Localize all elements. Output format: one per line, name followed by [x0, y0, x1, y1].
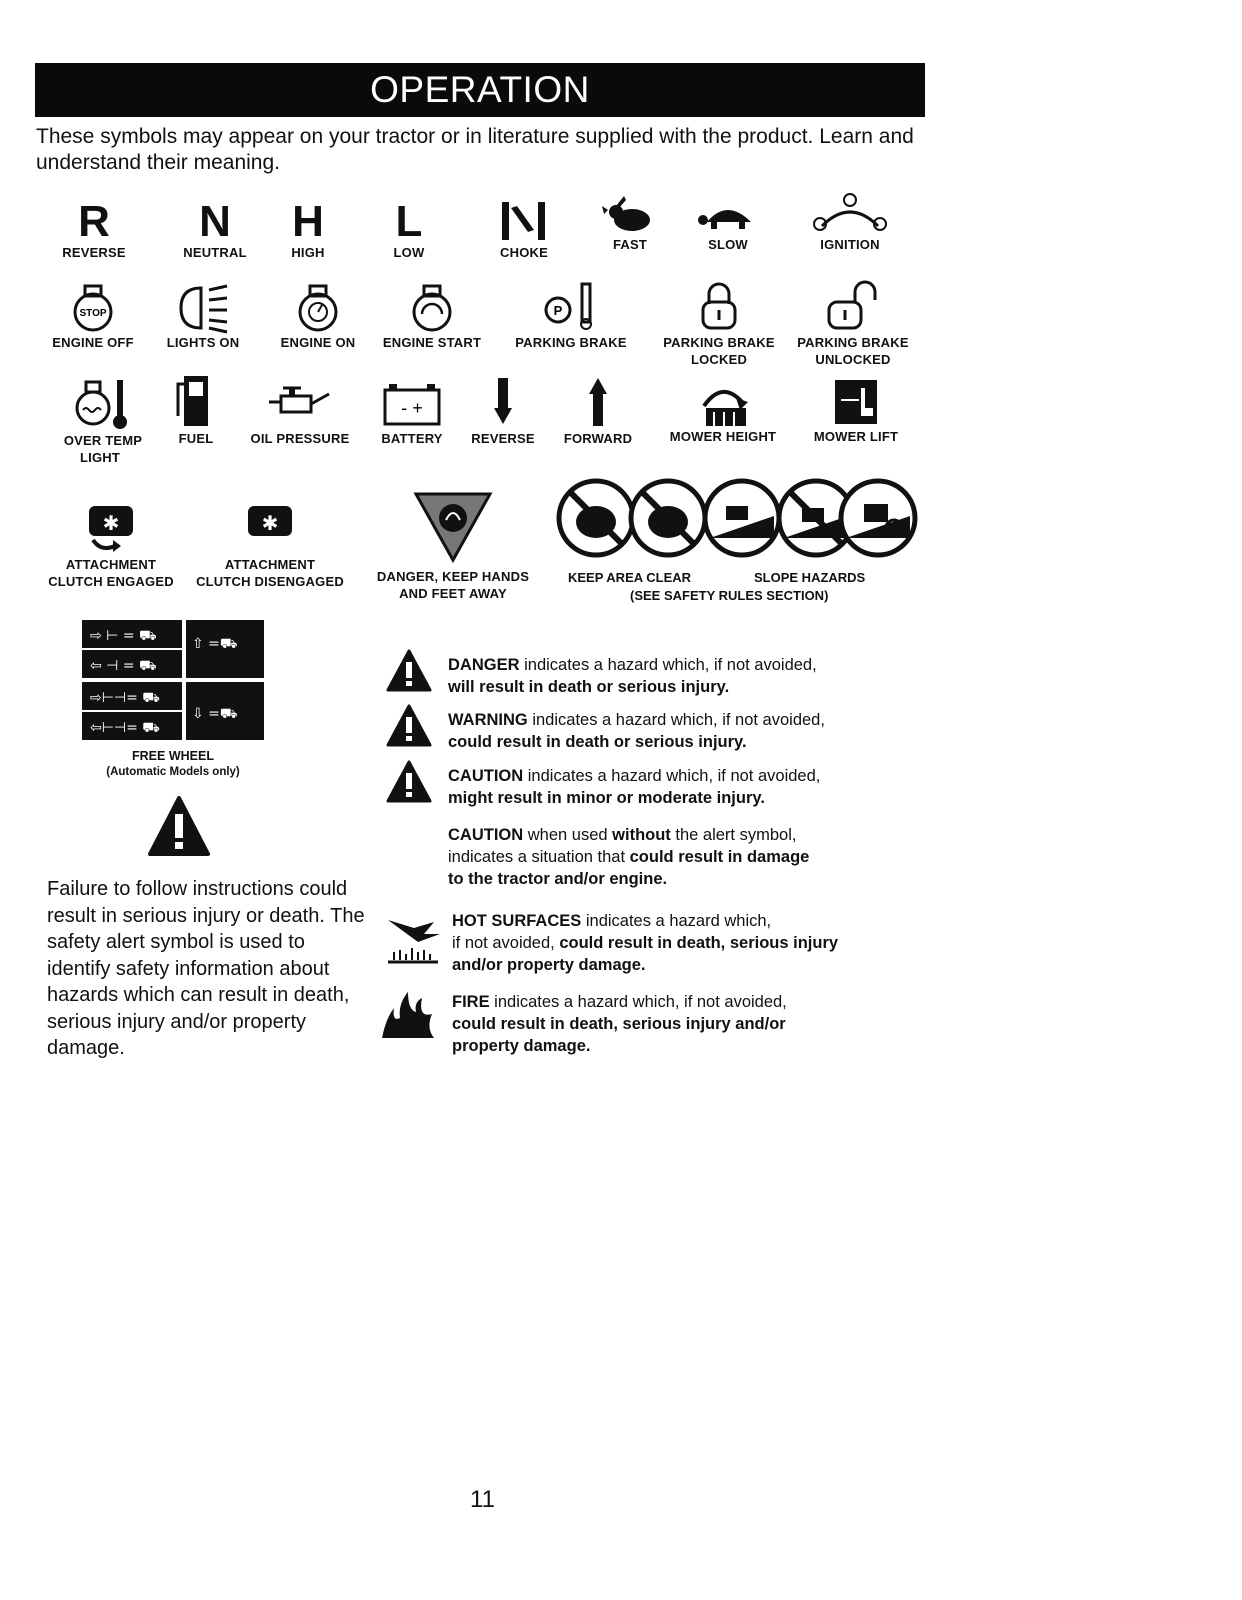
symbol-mower-lift — [808, 376, 904, 445]
symbol-label: IGNITION — [820, 237, 880, 252]
symbol-forward — [558, 374, 638, 447]
page-header: OPERATION — [35, 63, 925, 117]
low-glyph: L — [395, 197, 423, 246]
symbol-battery — [376, 380, 448, 447]
caution-alert-icon — [386, 759, 432, 805]
hot-word: HOT SURFACES — [452, 912, 582, 930]
symbol-lights-on — [160, 282, 246, 351]
svg-text:✱: ✱ — [102, 511, 120, 535]
reverse-glyph: R — [78, 197, 110, 246]
prohibition-signs — [554, 476, 920, 562]
caution2-without: without — [612, 826, 671, 844]
lock-closed-icon — [697, 280, 741, 334]
symbol-label: MOWER LIFT — [813, 429, 899, 444]
caution2-word: CAUTION — [448, 826, 524, 844]
symbol-label: ENGINE ON — [280, 335, 356, 350]
fire-bold: could result in death, serious injury and/or — [452, 1015, 786, 1033]
symbol-clutch-disengaged — [188, 500, 352, 590]
symbol-slow — [692, 196, 764, 253]
page-number: 11 — [470, 1486, 495, 1513]
symbol-label-2: AND FEET AWAY — [399, 586, 507, 601]
engine-start-icon — [407, 282, 457, 334]
symbol-oil-pressure — [244, 380, 356, 447]
ignition-icon — [808, 190, 892, 236]
hot-surfaces-notice — [452, 910, 912, 976]
warning-text: indicates a hazard which, if not avoided, — [527, 711, 825, 729]
failure-text: Failure to follow instructions could result in serious injury or death. The safety alert symbol is used to identify safety information about hazards which can result in death, serious injury and/or property damage. — [47, 878, 365, 1059]
symbol-label: ENGINE OFF — [52, 335, 134, 350]
fire-word: FIRE — [452, 993, 490, 1011]
stop-text: STOP — [79, 308, 107, 319]
svg-text:⇦ ⊣ = ⛟: ⇦ ⊣ = ⛟ — [90, 658, 157, 674]
free-wheel-graphic — [80, 618, 266, 744]
safety-rules-note: (SEE SAFETY RULES SECTION) — [630, 588, 829, 603]
symbol-danger-keep-hands-away — [368, 488, 538, 602]
caution2-bold: could result in damage — [629, 848, 810, 866]
hot-text-2: if not avoided, — [452, 934, 560, 952]
caution-text: indicates a hazard which, if not avoided, — [523, 767, 821, 785]
symbol-parking-brake — [508, 280, 634, 351]
symbol-label: HIGH — [291, 245, 325, 260]
danger-notice — [448, 654, 908, 698]
headlight-icon — [173, 282, 233, 334]
symbol-label: ATTACHMENT — [224, 557, 316, 572]
caution-word: CAUTION — [448, 767, 524, 785]
svg-text:⇨ ⊢ = ⛟: ⇨ ⊢ = ⛟ — [90, 628, 157, 644]
caution2-text: when used — [523, 826, 613, 844]
p-text: P — [553, 303, 563, 318]
symbol-reverse — [58, 197, 130, 261]
danger-bold: will result in death or serious injury. — [448, 678, 730, 696]
caution-bold: might result in minor or moderate injury. — [448, 789, 765, 807]
symbol-label: REVERSE — [471, 431, 535, 446]
svg-text:⇩ =⛟: ⇩ =⛟ — [192, 706, 238, 722]
symbol-fuel — [166, 372, 226, 447]
hot-bold-2: and/or property damage. — [452, 956, 646, 974]
symbol-clutch-engaged — [40, 500, 182, 590]
hot-bold: could result in death, serious injury — [559, 934, 839, 952]
symbol-label: PARKING BRAKE — [797, 335, 909, 350]
fire-icon — [378, 988, 438, 1042]
svg-text:✱: ✱ — [261, 511, 279, 535]
reverse-arrow-icon — [488, 374, 518, 430]
keep-area-clear-label: KEEP AREA CLEAR — [568, 570, 692, 585]
hot-surface-icon — [384, 912, 444, 970]
symbol-reverse-direction — [466, 374, 540, 447]
forward-arrow-icon — [583, 374, 613, 430]
symbol-fast — [600, 196, 660, 253]
symbol-label: MOWER HEIGHT — [669, 429, 777, 444]
slope-hazard-icon-3 — [841, 481, 915, 555]
rabbit-icon — [602, 196, 658, 236]
symbol-label-2: LOCKED — [690, 352, 748, 367]
warning-bold: could result in death or serious injury. — [448, 733, 747, 751]
symbol-label: ATTACHMENT — [65, 557, 157, 572]
symbol-label: LOW — [393, 245, 425, 260]
danger-text: indicates a hazard which, if not avoided, — [519, 656, 817, 674]
symbol-high — [283, 197, 333, 261]
symbol-label: LIGHTS ON — [166, 335, 240, 350]
symbol-label: OVER TEMP — [63, 433, 143, 448]
safety-alert-icon — [148, 796, 210, 858]
symbol-label: CHOKE — [500, 245, 548, 260]
free-wheel-note: (Automatic Models only) — [106, 766, 240, 778]
symbol-ignition — [808, 190, 892, 253]
symbol-label-2: UNLOCKED — [815, 352, 891, 367]
caution2-text-3: indicates a situation that — [448, 848, 630, 866]
symbol-neutral — [176, 197, 254, 261]
symbol-label-2: CLUTCH ENGAGED — [48, 574, 174, 589]
symbol-engine-off — [46, 282, 140, 351]
symbol-label: OIL PRESSURE — [250, 431, 350, 446]
caution-notice — [448, 765, 908, 809]
symbol-label: PARKING BRAKE — [515, 335, 627, 350]
symbol-label: DANGER, KEEP HANDS — [376, 569, 530, 584]
choke-icon — [496, 198, 552, 244]
fire-bold-2: property damage. — [452, 1037, 591, 1055]
symbol-label-2: CLUTCH DISENGAGED — [196, 574, 344, 589]
svg-text:⇦⊢⊣= ⛟: ⇦⊢⊣= ⛟ — [90, 720, 160, 736]
parking-brake-icon — [536, 280, 606, 334]
mower-lift-icon — [831, 376, 881, 428]
svg-text:⇨⊢⊣= ⛟: ⇨⊢⊣= ⛟ — [90, 690, 160, 706]
warning-alert-icon — [386, 703, 432, 749]
symbol-label-2: LIGHT — [80, 450, 120, 465]
symbol-label: REVERSE — [62, 245, 126, 260]
hot-text: indicates a hazard which, — [581, 912, 772, 930]
keep-area-clear-icon-1 — [559, 481, 633, 555]
slope-hazard-icon-1 — [705, 481, 779, 555]
symbol-label: FAST — [612, 237, 648, 252]
fire-text: indicates a hazard which, if not avoided, — [489, 993, 787, 1011]
thermometer-icon — [73, 376, 133, 432]
warning-notice — [448, 709, 908, 753]
symbol-engine-on — [276, 282, 360, 351]
symbol-label: SLOW — [708, 237, 748, 252]
keep-area-clear-icon-2 — [631, 481, 705, 555]
danger-word: DANGER — [448, 656, 520, 674]
caution-no-symbol-notice — [448, 824, 908, 890]
svg-text:⇧ =⛟: ⇧ =⛟ — [192, 636, 238, 652]
danger-alert-icon — [386, 648, 432, 694]
clutch-engaged-icon — [81, 500, 141, 556]
symbol-low — [385, 197, 433, 261]
high-glyph: H — [292, 197, 324, 246]
slope-hazards-label: SLOPE HAZARDS — [754, 570, 866, 585]
caution2-bold-2: to the tractor and/or engine. — [448, 870, 668, 888]
oil-can-icon — [265, 380, 335, 430]
neutral-glyph: N — [199, 197, 231, 246]
symbol-brake-unlocked — [790, 280, 916, 368]
hand-hazard-icon — [408, 488, 498, 568]
symbol-choke — [492, 198, 556, 261]
engine-off-icon — [68, 282, 118, 334]
symbol-mower-height — [662, 376, 784, 445]
battery-icon — [381, 380, 443, 430]
warning-word: WARNING — [448, 711, 528, 729]
free-wheel-label: FREE WHEEL — [132, 749, 214, 763]
turtle-icon — [693, 196, 763, 236]
symbol-label: ENGINE START — [382, 335, 482, 350]
fuel-pump-icon — [174, 372, 218, 430]
clutch-disengaged-icon — [240, 500, 300, 556]
symbol-label: BATTERY — [381, 431, 443, 446]
symbol-label: FORWARD — [563, 431, 633, 446]
fire-notice — [452, 991, 912, 1057]
symbol-label: PARKING BRAKE — [663, 335, 775, 350]
symbol-label: NEUTRAL — [183, 245, 247, 260]
symbol-label: FUEL — [178, 431, 214, 446]
mower-height-icon — [692, 376, 754, 428]
symbol-engine-start — [376, 282, 488, 351]
symbol-brake-locked — [656, 280, 782, 368]
engine-on-icon — [293, 282, 343, 334]
caution2-text-2: the alert symbol, — [670, 826, 797, 844]
symbol-over-temp — [56, 376, 150, 466]
intro-text: These symbols may appear on your tractor or in literature supplied with the product. Learn and understand their meaning. — [36, 125, 914, 174]
lock-open-icon — [825, 280, 881, 334]
battery-text: - + — [401, 398, 423, 418]
